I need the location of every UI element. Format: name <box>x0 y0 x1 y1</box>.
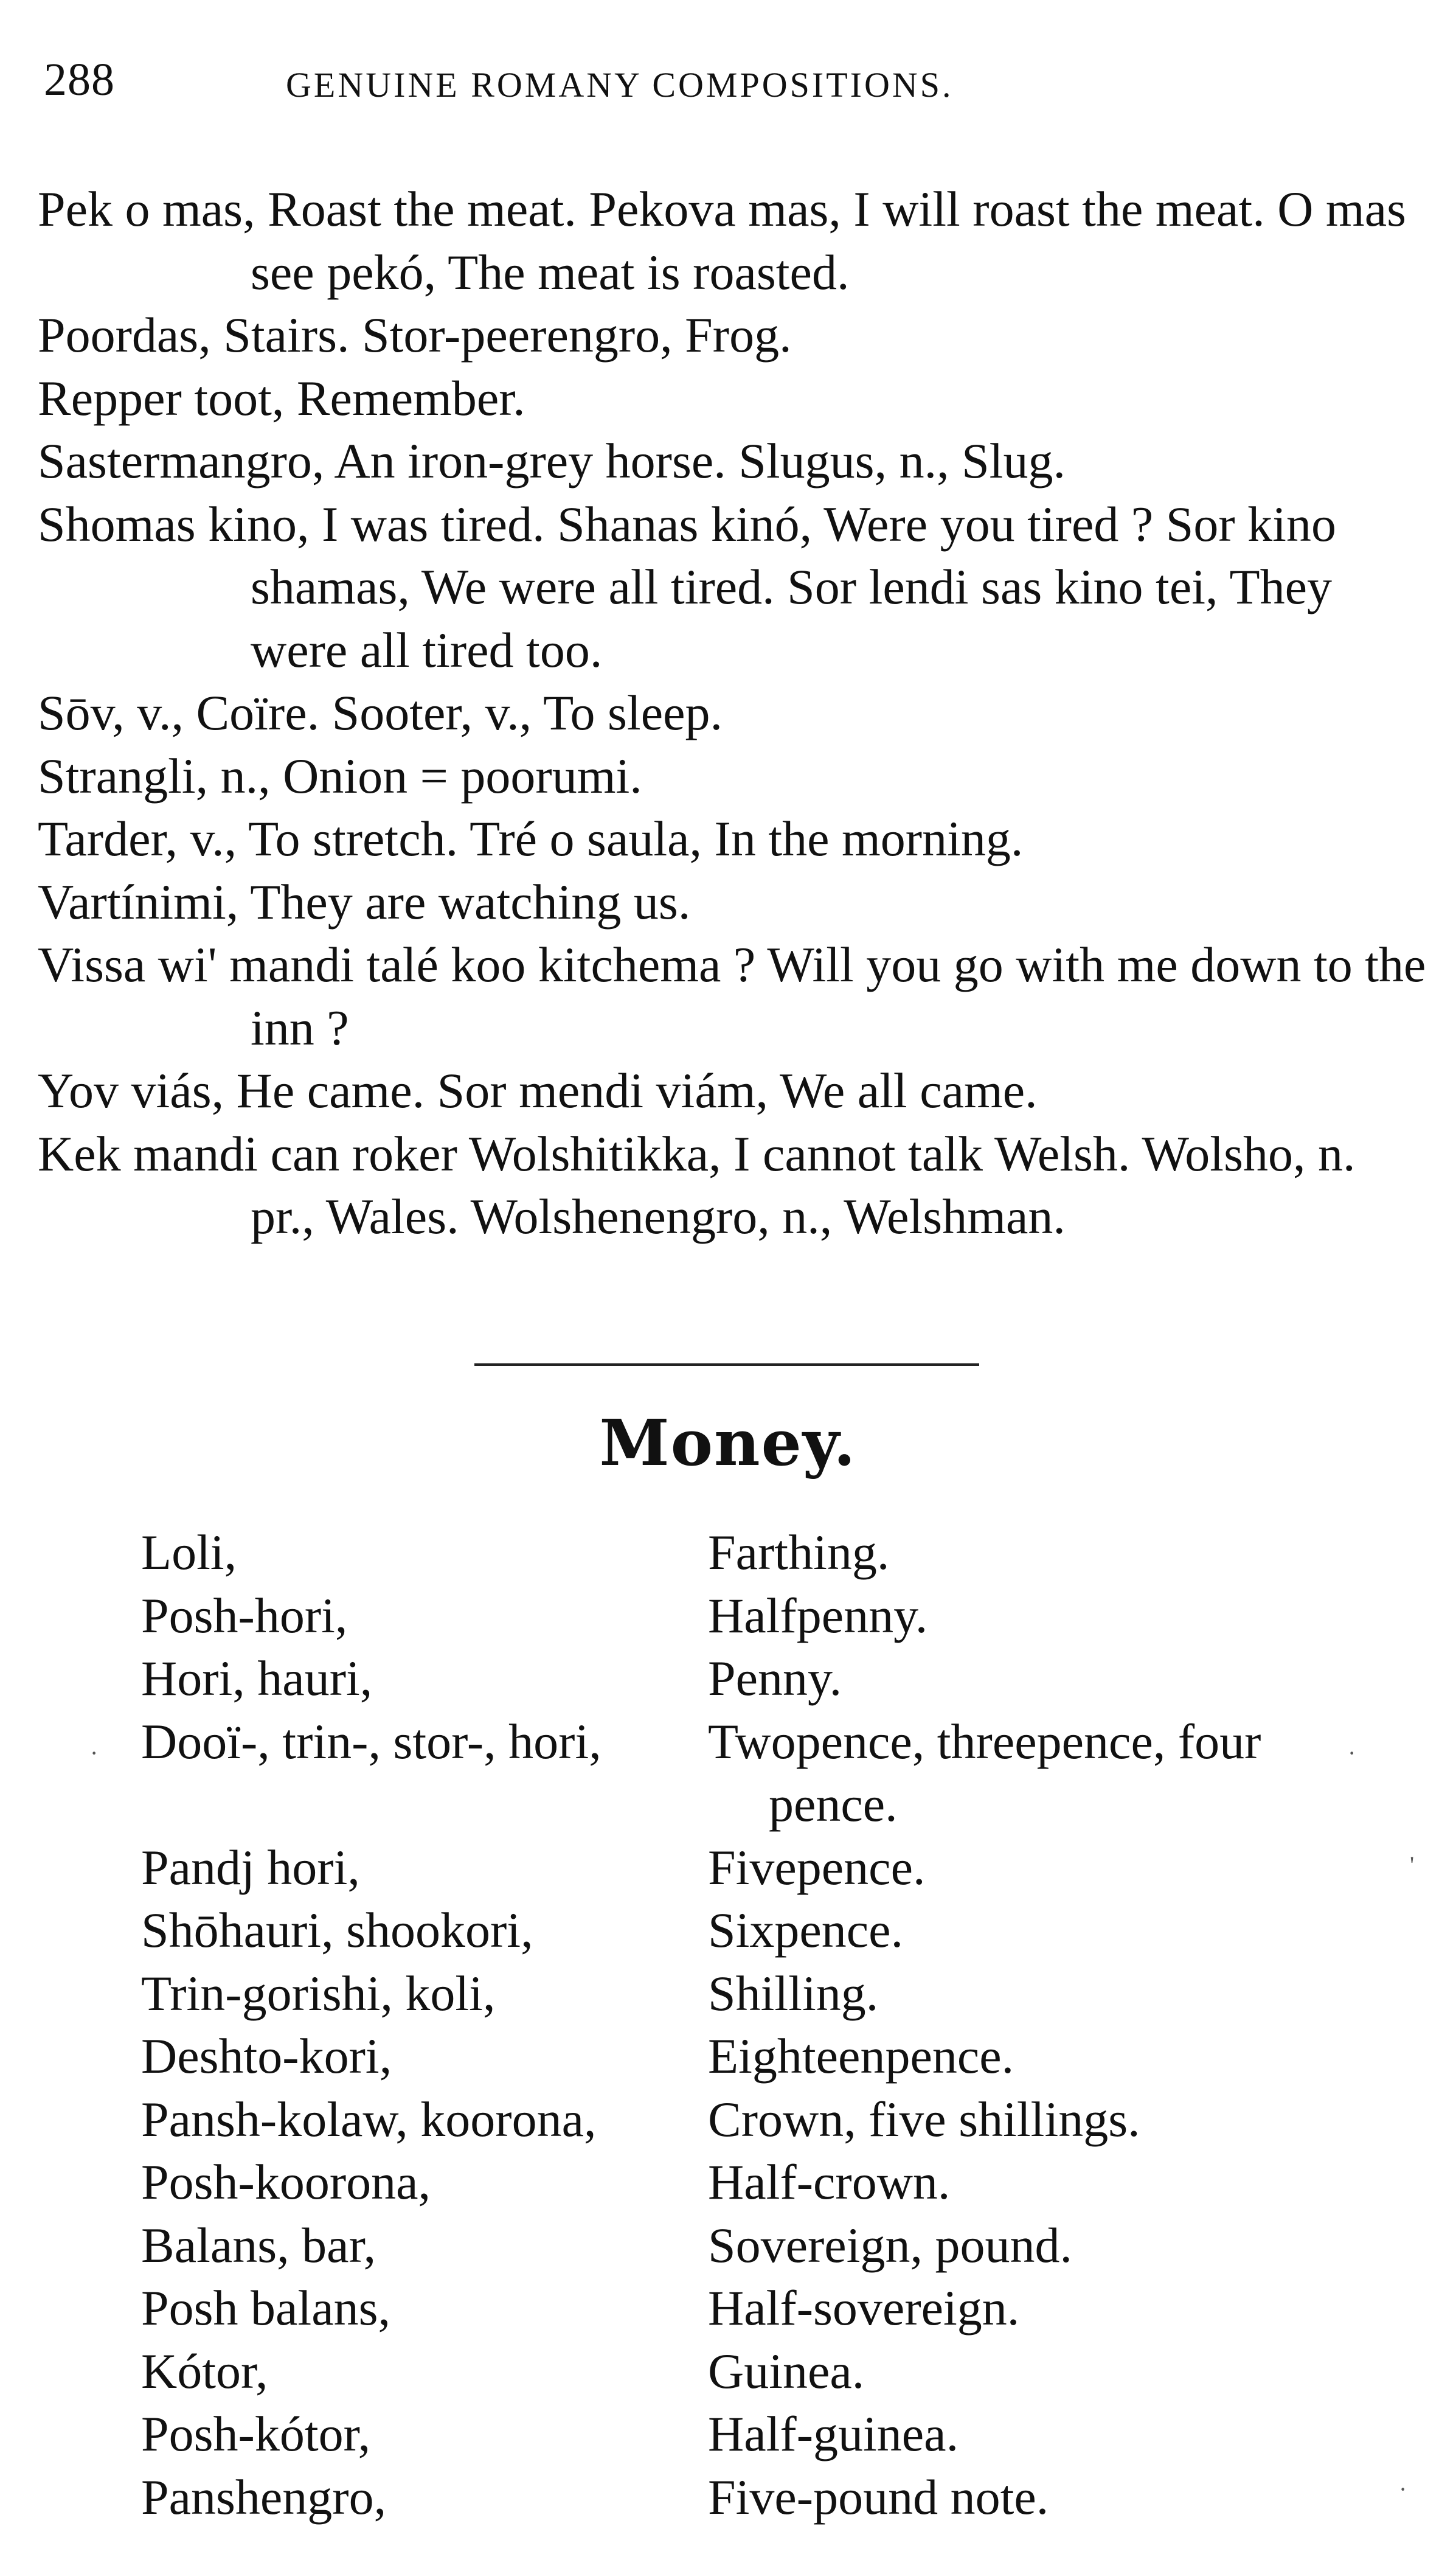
section-divider <box>474 1363 979 1366</box>
english-meaning: Fivepence. <box>708 1839 926 1895</box>
romany-term: Balans, bar, <box>141 2217 376 2273</box>
print-speck: · <box>90 1739 99 1767</box>
english-meaning: Sovereign, pound. <box>708 2217 1072 2273</box>
vocabulary-entry: Sōv, v., Coïre. Sooter, v., To sleep. <box>38 685 723 740</box>
table-row <box>141 1962 1376 2025</box>
vocabulary-entry: Repper toot, Remember. <box>38 370 525 426</box>
romany-term: Posh-kótor, <box>141 2406 371 2461</box>
table-row <box>141 1647 1376 1710</box>
vocabulary-entry: Yov viás, He came. Sor mendi viám, We all came. <box>38 1063 1038 1118</box>
page-header <box>38 54 1424 120</box>
romany-term: Pansh-kolaw, koorona, <box>141 2091 597 2147</box>
english-meaning: Half-crown. <box>708 2154 951 2210</box>
romany-term: Pandj hori, <box>141 1839 360 1895</box>
english-meaning: Eighteenpence. <box>708 2028 1014 2084</box>
table-row <box>141 2025 1376 2088</box>
english-meaning: Half-sovereign. <box>708 2280 1020 2336</box>
romany-term: Shōhauri, shookori, <box>141 1902 533 1958</box>
english-meaning: Twopence, threepence, four pence. <box>708 1713 1261 1832</box>
table-row <box>141 2466 1376 2529</box>
vocabulary-entry: Strangli, n., Onion = poorumi. <box>38 748 642 804</box>
english-meaning: Five-pound note. <box>708 2469 1049 2525</box>
romany-term: Panshengro, <box>141 2469 387 2525</box>
table-row <box>141 2088 1376 2151</box>
vocabulary-entry: Vartínimi, They are watching us. <box>38 874 691 930</box>
romany-term: Posh-koorona, <box>141 2154 431 2210</box>
table-row <box>141 1521 1376 1584</box>
vocabulary-entries <box>38 178 1430 1248</box>
table-row <box>141 1584 1376 1647</box>
table-row <box>141 2402 1376 2466</box>
table-row <box>141 1710 1376 1836</box>
romany-term: Dooï-, trin-, stor-, hori, <box>141 1713 601 1769</box>
table-row <box>141 2340 1376 2403</box>
print-speck: ' <box>1410 1851 1415 1879</box>
romany-term: Trin-gorishi, koli, <box>141 1965 496 2021</box>
section-title: Money. <box>599 1405 857 1480</box>
running-head: GENUINE ROMANY COMPOSITIONS. <box>286 65 954 105</box>
money-table <box>141 1521 1376 2528</box>
english-meaning: Farthing. <box>708 1525 890 1580</box>
table-row <box>141 2277 1376 2340</box>
romany-term: Kótor, <box>141 2343 268 2399</box>
english-meaning: Guinea. <box>708 2343 865 2399</box>
romany-term: Hori, hauri, <box>141 1651 373 1706</box>
vocabulary-entry: Kek mandi can roker Wolshitikka, I cannot talk Welsh. Wolsho, n. pr., Wales. Wolshenengro, n., Welshman. <box>38 1125 1356 1244</box>
table-row <box>141 2151 1376 2214</box>
romany-term: Posh-hori, <box>141 1587 348 1643</box>
vocabulary-entry: Sastermangro, An iron-grey horse. Slugus, n., Slug. <box>38 433 1066 489</box>
english-meaning: Crown, five shillings. <box>708 2091 1140 2147</box>
vocabulary-entry: Tarder, v., To stretch. Tré o saula, In the morning. <box>38 811 1024 866</box>
print-speck: · <box>1399 2475 1407 2503</box>
table-row <box>141 2214 1376 2277</box>
romany-term: Loli, <box>141 1525 237 1580</box>
romany-term: Posh balans, <box>141 2280 390 2336</box>
vocabulary-entry: Vissa wi' mandi talé koo kitchema ? Will you go with me down to the inn ? <box>38 937 1426 1056</box>
table-row <box>141 1899 1376 1962</box>
vocabulary-entry: Pek o mas, Roast the meat. Pekova mas, I will roast the meat. O mas see pekó, The meat is roasted. <box>38 181 1406 300</box>
english-meaning: Half-guinea. <box>708 2406 959 2461</box>
table-row <box>141 1836 1376 1899</box>
vocabulary-entry: Shomas kino, I was tired. Shanas kinó, Were you tired ? Sor kino shamas, We were all tired. Sor lendi sas kino tei, They were all tired too. <box>38 496 1336 678</box>
print-speck: · <box>1348 1739 1356 1767</box>
english-meaning: Sixpence. <box>708 1902 904 1958</box>
english-meaning: Halfpenny. <box>708 1587 928 1643</box>
english-meaning: Penny. <box>708 1651 842 1706</box>
vocabulary-entry: Poordas, Stairs. Stor-peerengro, Frog. <box>38 307 792 363</box>
page-number: 288 <box>44 54 115 105</box>
english-meaning: Shilling. <box>708 1965 879 2021</box>
romany-term: Deshto-kori, <box>141 2028 392 2084</box>
